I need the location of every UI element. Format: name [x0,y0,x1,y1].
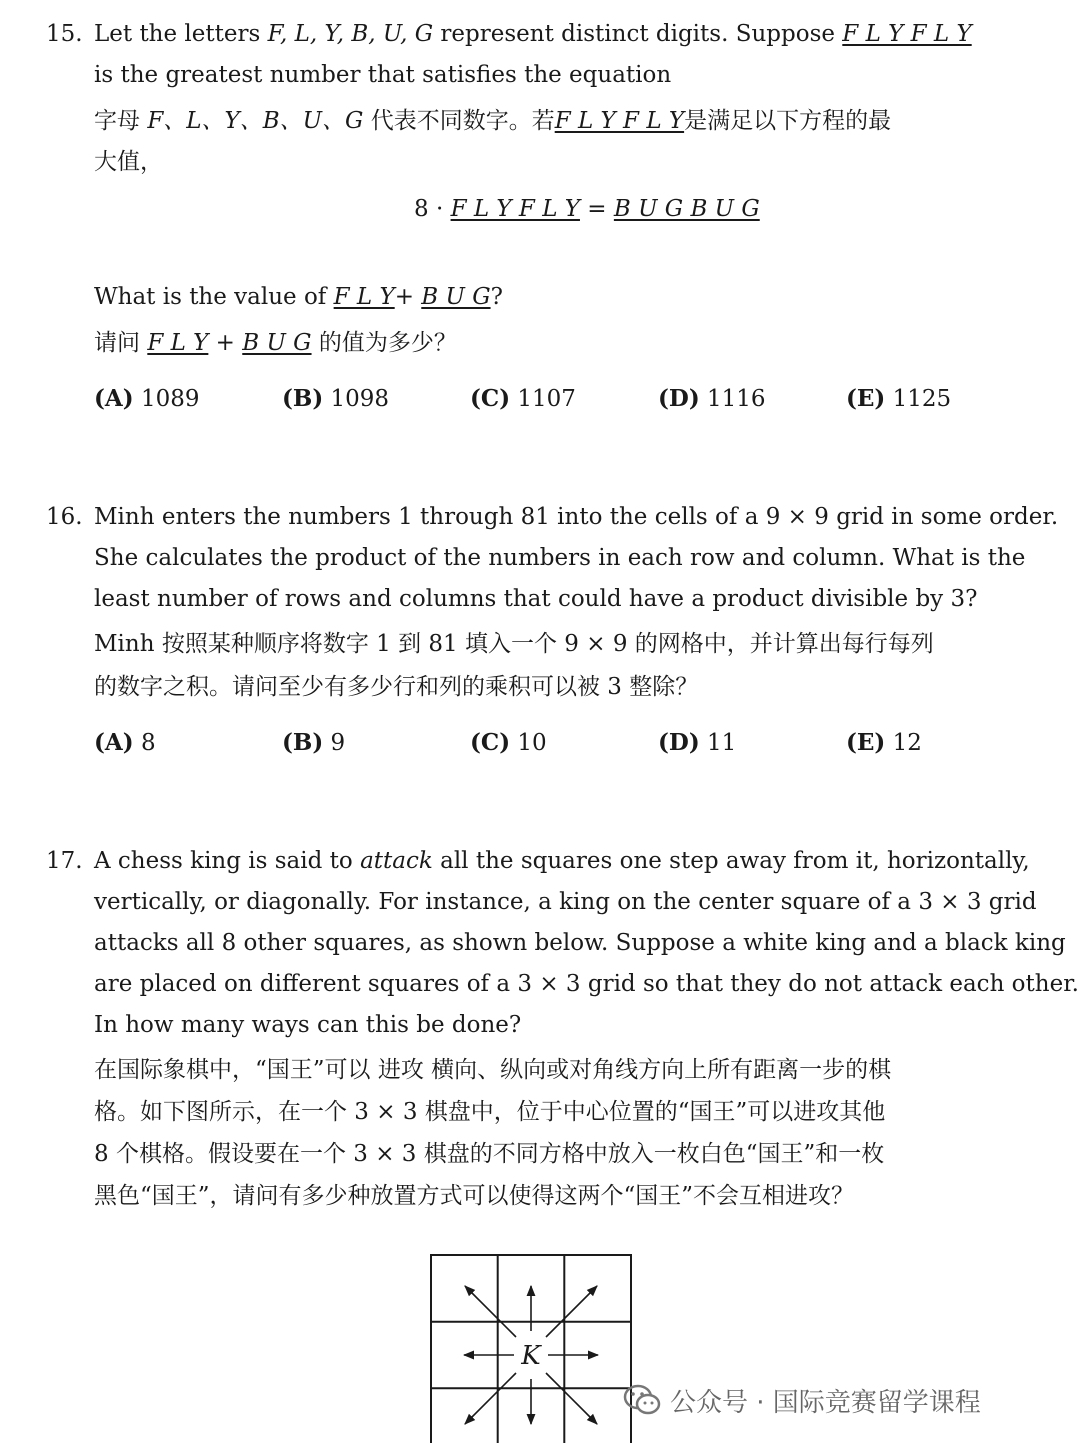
watermark [622,1380,981,1420]
choice-value: 12 [892,730,922,756]
text: What is the value of [94,284,334,310]
problem-15-equation [414,194,760,224]
problem-17-en-line-3: attacks all 8 other squares, as shown below. Suppose a white king and a black king [94,930,1066,956]
problem-17-en-line-4: are placed on different squares of a 3 × 3 grid so that they do not attack each other. [94,971,1079,997]
text: 请问 [94,330,148,356]
problem-16-number: 16. [46,504,83,530]
choice-value: 1089 [140,386,200,412]
choice-label: (A) [94,385,134,412]
choice-e[interactable] [846,384,951,414]
problem-17-zh-line-3: 8 个棋格。假设要在一个 3 × 3 棋盘的不同方格中放入一枚白色“国王”和一枚 [94,1141,885,1167]
arrow-up-right-icon [546,1286,597,1337]
text: 字母 [94,108,148,134]
watermark-text: 公众号 · 国际竞赛留学课程 [670,1387,981,1418]
choice-a[interactable] [94,384,199,414]
letters-list: F、L、Y、B、U、G [147,108,364,134]
question-mark: ? [490,284,503,310]
choice-c[interactable] [470,728,547,758]
problem-15-zh-line-2: 大值， [94,149,163,175]
king-label: K [521,1341,541,1371]
problem-17-zh-line-2: 格。如下图所示，在一个 3 × 3 棋盘中，位于中心位置的“国王”可以进攻其他 [94,1099,886,1125]
text: 是满足以下方程的最 [684,108,892,134]
equation-lhs: F L Y F L Y [450,196,580,222]
choice-value: 1098 [330,386,390,412]
choice-label: (B) [282,385,324,412]
text: 的值为多少？ [311,330,457,356]
choice-value: 1125 [892,386,952,412]
arrow-up-left-icon [465,1286,516,1337]
choice-d[interactable] [658,384,766,414]
bug-number: B U G [242,330,312,356]
choice-label: (E) [846,385,886,412]
text: represent distinct digits. Suppose [433,21,843,47]
problem-17-en-line-1 [94,846,1030,876]
choice-value: 1107 [517,386,576,412]
king-attack-figure [430,1254,634,1443]
problem-15-question-en [94,282,503,312]
plus-sign: + [394,284,422,310]
choice-b[interactable] [282,384,389,414]
bug-number: B U G [421,284,491,310]
problem-15-number: 15. [46,21,83,47]
choice-label: (C) [470,385,511,412]
problem-16-zh-line-2: 的数字之积。请问至少有多少行和列的乘积可以被 3 整除？ [94,674,699,700]
choice-value: 11 [707,730,737,756]
choice-value: 1116 [707,386,766,412]
arrow-down-left-icon [465,1373,516,1424]
problem-17-en-line-5: In how many ways can this be done? [94,1012,522,1038]
arrow-down-right-icon [546,1373,597,1424]
choice-value: 9 [330,730,346,756]
problem-16-en-line-3: least number of rows and columns that could have a product divisible by 3? [94,586,978,612]
letters-list: F, L, Y, B, U, G [267,21,434,47]
problem-17-number: 17. [46,848,83,874]
choice-label: (D) [658,729,700,756]
choice-d[interactable] [658,728,736,758]
problem-16-en-line-2: She calculates the product of the numbers in each row and column. What is the [94,545,1026,571]
coefficient: 8 · [414,196,451,222]
problem-16-en-line-1: Minh enters the numbers 1 through 81 into the cells of a 9 × 9 grid in some order. [94,504,1059,530]
flyfly-number: F L Y F L Y [554,108,685,134]
choice-e[interactable] [846,728,922,758]
problem-16-zh-line-1: Minh 按照某种顺序将数字 1 到 81 填入一个 9 × 9 的网格中，并计算出每行每列 [94,631,934,657]
choice-value: 8 [140,730,156,756]
text: 代表不同数字。若 [363,108,555,134]
fly-number: F L Y [147,330,209,356]
choice-label: (E) [846,729,886,756]
problem-17-en-line-2: vertically, or diagonally. For instance, a king on the center square of a 3 × 3 grid [94,889,1037,915]
text: all the squares one step away from it, horizontally, [432,848,1030,874]
equation-rhs: B U G B U G [613,196,760,222]
problem-17-zh-line-4: 黑色“国王”，请问有多少种放置方式可以使得这两个“国王”不会互相进攻？ [94,1183,855,1209]
choice-label: (A) [94,729,134,756]
problem-17-zh-line-1: 在国际象棋中，“国王”可以 进攻 横向、纵向或对角线方向上所有距离一步的棋 [94,1057,892,1083]
flyfly-number: F L Y F L Y [842,21,972,47]
choice-label: (C) [470,729,511,756]
choice-c[interactable] [470,384,576,414]
choice-b[interactable] [282,728,345,758]
text: A chess king is said to [94,848,361,874]
equals-sign: = [579,196,614,222]
problem-15-question-zh [94,328,457,358]
wechat-icon [622,1380,662,1420]
choice-label: (B) [282,729,324,756]
plus-sign: + [208,330,243,356]
problem-15-en-line-2: is the greatest number that satisfies the equation [94,62,672,88]
choice-value: 10 [517,730,547,756]
problem-15-zh-line-1 [94,106,891,136]
fly-number: F L Y [333,284,395,310]
text: Let the letters [94,21,268,47]
choice-label: (D) [658,385,700,412]
problem-15-en-line-1 [94,19,972,49]
choice-a[interactable] [94,728,156,758]
attack-emphasis: attack [360,848,433,874]
